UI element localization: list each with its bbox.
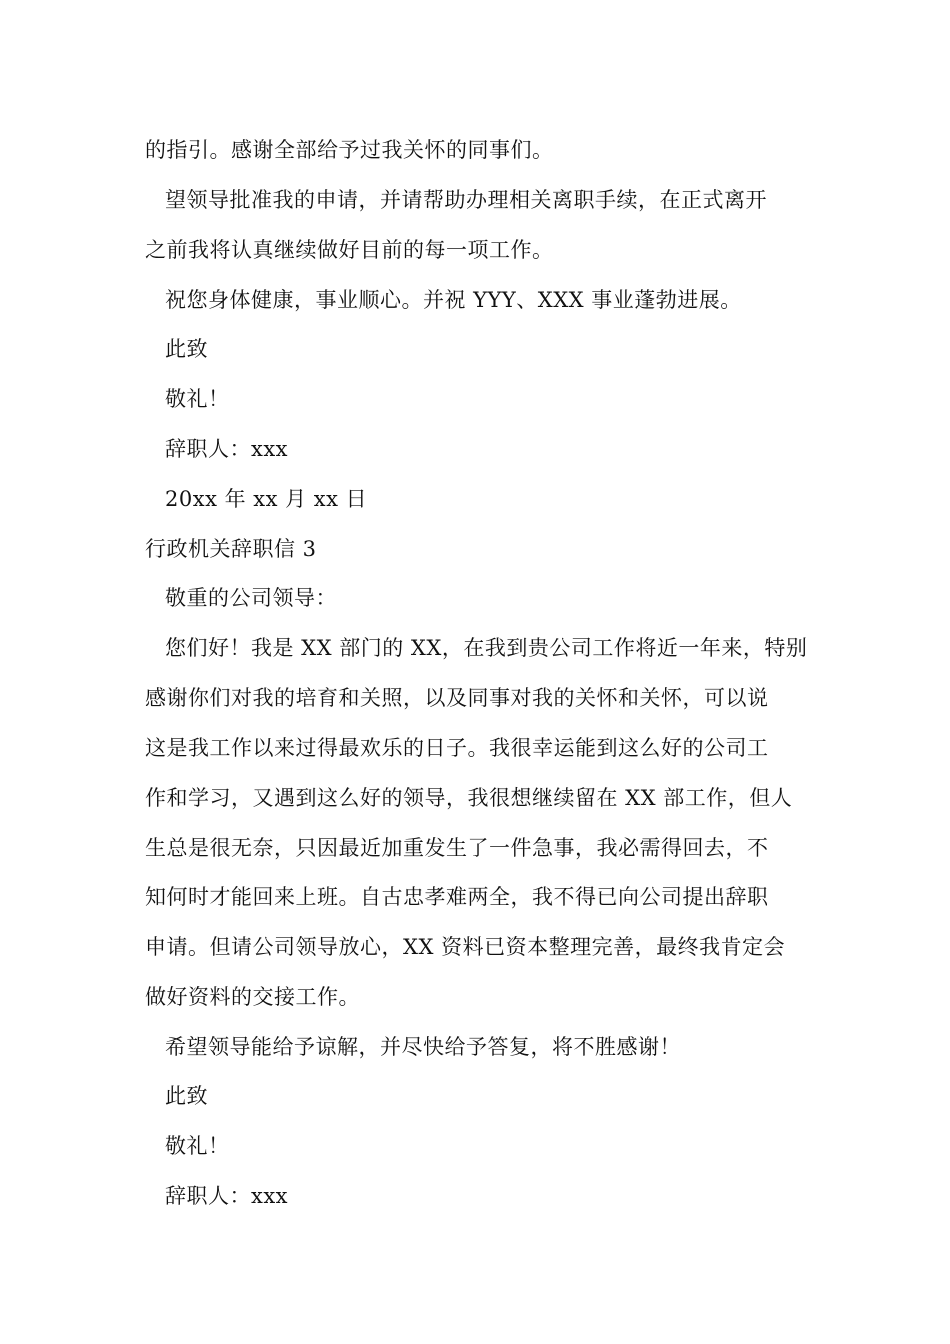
- closing-salutation: 此致: [165, 337, 208, 361]
- paragraph-line: 作和学习，又遇到这么好的领导，我很想继续留在 XX 部工作，但人: [145, 786, 793, 810]
- closing-salutation: 敬礼！: [165, 387, 230, 411]
- paragraph-line: 这是我工作以来过得最欢乐的日子。我很幸运能到这么好的公司工: [145, 736, 769, 760]
- paragraph-line: 祝您身体健康，事业顺心。并祝 YYY、XXX 事业蓬勃进展。: [165, 288, 742, 312]
- paragraph-line: 申请。但请公司领导放心，XX 资料已资本整理完善，最终我肯定会: [145, 935, 786, 959]
- paragraph-line: 生总是很无奈，只因最近加重发生了一件急事，我必需得回去，不: [145, 836, 769, 860]
- paragraph-line: 的指引。感谢全部给予过我关怀的同事们。: [145, 138, 554, 162]
- closing-salutation: 此致: [165, 1084, 208, 1108]
- closing-salutation: 敬礼！: [165, 1134, 230, 1158]
- signature-line: 辞职人：xxx: [165, 437, 289, 461]
- greeting-line: 敬重的公司领导：: [165, 586, 337, 610]
- paragraph-line: 您们好！我是 XX 部门的 XX，在我到贵公司工作将近一年来，特别: [165, 636, 808, 660]
- paragraph-line: 之前我将认真继续做好目前的每一项工作。: [145, 238, 554, 262]
- paragraph-line: 希望领导能给予谅解，并尽快给予答复，将不胜感谢！: [165, 1035, 681, 1059]
- paragraph-line: 知何时才能回来上班。自古忠孝难两全，我不得已向公司提出辞职: [145, 885, 769, 909]
- date-line: 20xx 年 xx 月 xx 日: [165, 487, 368, 511]
- paragraph-line: 感谢你们对我的培育和关照，以及同事对我的关怀和关怀，可以说: [145, 686, 769, 710]
- paragraph-line: 做好资料的交接工作。: [145, 985, 360, 1009]
- paragraph-line: 望领导批准我的申请，并请帮助办理相关离职手续，在正式离开: [165, 188, 767, 212]
- section-heading: 行政机关辞职信 3: [145, 537, 317, 561]
- signature-line: 辞职人：xxx: [165, 1184, 289, 1208]
